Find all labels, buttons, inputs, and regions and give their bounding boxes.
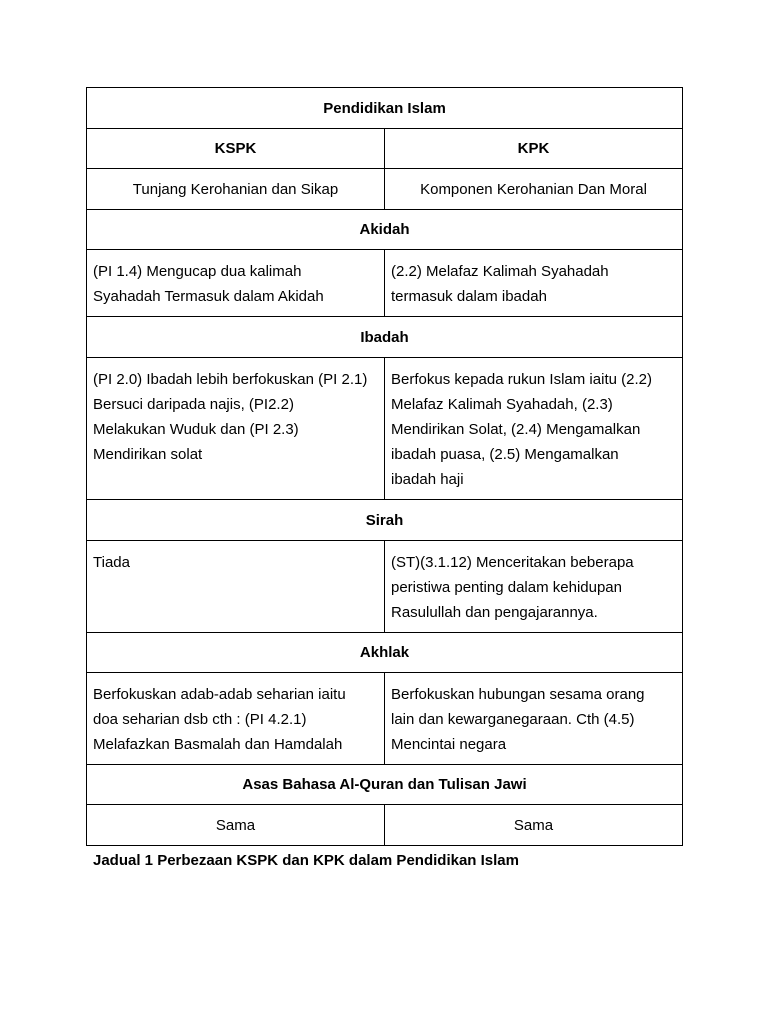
intro-kpk: Komponen Kerohanian Dan Moral [385, 169, 683, 210]
akidah-kspk-cell [87, 250, 385, 317]
akidah-kpk-cell [385, 250, 683, 317]
section-heading-akidah: Akidah [87, 210, 683, 250]
section-heading-sirah: Sirah [87, 500, 683, 541]
sirah-kspk-text: Tiada [93, 554, 130, 571]
table-title: Pendidikan Islam [87, 88, 683, 129]
table-caption: Jadual 1 Perbezaan KSPK dan KPK dalam Pendidikan Islam [93, 852, 519, 869]
ibadah-kpk-cell [385, 358, 683, 500]
akidah-kspk-text: (PI 1.4) Mengucap dua kalimah Syahadah Termasuk dalam Akidah [93, 263, 324, 305]
section-heading-ibadah: Ibadah [87, 317, 683, 358]
column-header-kpk: KPK [385, 129, 683, 169]
akhlak-kspk-text: Berfokuskan adab-adab seharian iaitu doa seharian dsb cth : (PI 4.2.1) Melafazkan Basmalah dan Hamdalah [93, 686, 346, 753]
akhlak-kpk-text: Berfokuskan hubungan sesama orang lain dan kewarganegaraan. Cth (4.5) Mencintai negara [391, 686, 645, 753]
ibadah-kspk-cell [87, 358, 385, 500]
akhlak-kspk-cell [87, 673, 385, 765]
jawi-kspk-cell: Sama [87, 805, 385, 846]
sirah-kspk-cell [87, 541, 385, 633]
akidah-kpk-text: (2.2) Melafaz Kalimah Syahadah termasuk dalam ibadah [391, 263, 609, 305]
jawi-kpk-cell: Sama [385, 805, 683, 846]
sirah-kpk-cell [385, 541, 683, 633]
akhlak-kpk-cell [385, 673, 683, 765]
section-heading-jawi: Asas Bahasa Al-Quran dan Tulisan Jawi [87, 765, 683, 805]
section-heading-akhlak: Akhlak [87, 633, 683, 673]
intro-kspk: Tunjang Kerohanian dan Sikap [87, 169, 385, 210]
comparison-table [86, 87, 683, 846]
ibadah-kpk-text: Berfokus kepada rukun Islam iaitu (2.2) Melafaz Kalimah Syahadah, (2.3) Mendirikan Solat, (2.4) Mengamalkan ibadah puasa, (2.5) Mengamalkan ibadah haji [391, 371, 652, 488]
ibadah-kspk-text: (PI 2.0) Ibadah lebih berfokuskan (PI 2.1) Bersuci daripada najis, (PI2.2) Melakukan Wuduk dan (PI 2.3) Mendirikan solat [93, 371, 368, 463]
sirah-kpk-text: (ST)(3.1.12) Menceritakan beberapa peristiwa penting dalam kehidupan Rasulullah dan pengajarannya. [391, 554, 634, 621]
column-header-kspk: KSPK [87, 129, 385, 169]
